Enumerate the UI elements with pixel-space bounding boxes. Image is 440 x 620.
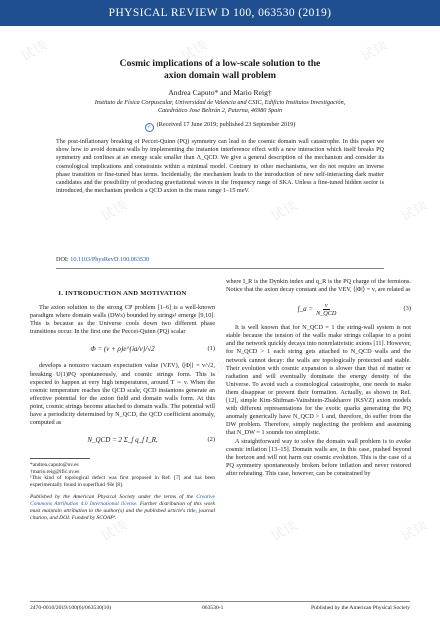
watermark-text: 试读: [399, 197, 431, 225]
footnote-email-2[interactable]: †mario.reig@ific.uv.es: [30, 468, 80, 475]
abstract: The post-inflationary breaking of Peccei-Quinn (PQ) symmetry can lead to the cosmic domain wall catastrophe. In this paper we show how to avoid domain walls by implementing the instanton interference effect with a new interaction which itself breaks PQ symmetry and confines at an energy scale smaller than Λ_QCD. We give a general description of the mechanism and consider its cosmological implications and constraints within a minimal model. Contrary to other mechanisms, we do not require an inverse phase transition or fine-tuned bias terms. Incidentally, the mechanism leads to the introduction of new self-interacting dark matter candidates and the possibility of producing gravitational waves in the frequency range of SKA. Unless a fine-tuned hidden sector is introduced, the mechanism predicts a QCD axion in the mass range 1–15 meV.: [56, 139, 384, 195]
equation-3-fraction: [315, 302, 337, 317]
doi-label: DOI:: [56, 256, 69, 263]
equation-1: [30, 339, 215, 359]
equation-3-lhs: f_a =: [297, 305, 314, 314]
equation-3-number: (3): [403, 305, 411, 313]
watermark-text: 试读: [99, 517, 131, 545]
doi-link[interactable]: 10.1103/PhysRevD.100.063530: [70, 256, 150, 263]
check-for-updates-icon[interactable]: ✓: [145, 123, 154, 132]
watermark-text: 试读: [179, 37, 211, 65]
affiliation-line-2: Catedrático Jose Beltrán 2, Paterna, 46980 Spain: [157, 107, 283, 114]
left-column: [30, 278, 215, 522]
equation-1-body: Φ = (v + ρ)e^{ia/v}/√2: [90, 345, 155, 354]
watermark-text: 试读: [99, 197, 131, 225]
watermark-text: 试读: [379, 357, 411, 385]
equation-3: [226, 297, 411, 321]
watermark-text: 试读: [269, 197, 301, 225]
license-prefix: Published by the American Physical Society under the terms of the: [30, 493, 197, 500]
watermark-text: 试读: [29, 357, 61, 385]
affiliation-line-1: Instituto de Física Corpuscular, Universidad de Valencia and CSIC, Edificio Institutos Investigación,: [94, 99, 346, 106]
intro-paragraph-1: The axion solution to the strong CP problem [1–6] is a well-known paradigm where domain walls (DWs) bounded by strings¹ emerge [9,10]. This is because as the Universe cools down two different phase transitions occur. In the first one the Peccei-Quinn (PQ) scalar: [30, 304, 215, 336]
footnote-topological-defect: ¹This kind of topological defect was first proposed in Ref. [7] and has been experimentally found in superfluid ³He [8].: [30, 475, 215, 488]
right-column: [226, 278, 411, 478]
watermark-text: 试读: [359, 37, 391, 65]
equation-3-numerator: v: [324, 301, 328, 309]
footer-publisher: Published by the American Physical Society: [311, 605, 410, 611]
license-statement: [30, 494, 215, 522]
equation-2-number: (2): [207, 436, 215, 444]
journal-header: [0, 0, 440, 26]
watermark-text: 试读: [19, 37, 51, 65]
right-paragraph-2: It is well known that for N_QCD = 1 the string-wall system is not stable because the tension of the walls make strings collapse to a point and the network quickly decays into nonrelativistic axions [11]. However, for N_QCD > 1 each string gets attached to N_QCD walls and the network cannot decay: the walls are topologically protected and stable. Their evolution with cosmic expansion is slower than that of matter or radiation and will eventually dominate the energy density of the Universe. To avoid such a cosmological catastrophe, one needs to make them disappear or prevent their formation. Actually, as shown in Ref. [12], simple Kim-Shifman-Vainshtein-Zhakharov (KSVZ) axion models with different representations for the exotic quarks generating the PQ anomaly generically have N_QCD > 1 and, therefore, do suffer from the DW problem. Therefore, simply neglecting the problem and assuming that N_DW = 1 sounds too simplistic.: [226, 324, 411, 437]
watermark-text: 试读: [269, 517, 301, 545]
section-heading: I. INTRODUCTION AND MOTIVATION: [58, 290, 187, 297]
paper-title: [30, 58, 410, 82]
right-paragraph-3: A straightforward way to solve the domain wall problem is to evoke cosmic inflation [13–15]. Domain walls are, in this case, pushed beyond the horizon and will not harm our cosmic evolution. This is the case of a PQ symmetry spontaneously broken before inflation and never restored after reheating. This case, however, can be constrained by: [226, 437, 411, 477]
abstract-divider: [56, 268, 384, 269]
watermark-text: 试读: [399, 517, 431, 545]
license-suffix: Further distribution of this work must maintain attribution to the author(s) and the published article's title, journal citation, and DOI. Funded by SCOAP³.: [30, 500, 215, 521]
equation-2-body: N_QCD = 2 Σ_f q_f I_R,: [87, 436, 158, 445]
intro-paragraph-2: develops a nonzero vacuum expectation value (VEV), ⟨|Φ|⟩ = v/√2, breaking U(1)PQ spontaneously, and cosmic strings form. This is expected to happen at very high temperatures, around T ∼ v. When the cosmic temperature reaches the QCD scale, QCD instantons generate an effective potential for the axion field and domain walls form. At this point, cosmic strings become attached to domain walls. The potential will have a periodicity determined by N_QCD, the QCD coefficient anomaly, computed as: [30, 362, 215, 427]
license-link[interactable]: Creative Commons Attribution 4.0 International license.: [30, 493, 215, 507]
watermark-text: 试读: [199, 357, 231, 385]
received-dates: [40, 121, 400, 132]
equation-3-denominator: N_QCD: [316, 309, 337, 317]
footer-divider: [30, 601, 410, 602]
author-list: Andrea Caputo* and Mario Reig†: [168, 88, 272, 97]
equation-2: [30, 430, 215, 450]
footer-issn: 2470-0010/2019/100(6)/063530(10): [30, 605, 112, 611]
right-paragraph-1: where I_R is the Dynkin index and q_R is the PQ charge of the fermions. Notice that the axion decay constant and the VEV, ⟨|Φ|⟩ = v, are related as: [226, 278, 411, 294]
journal-name: PHYSICAL REVIEW D 100, 063530 (2019): [108, 7, 332, 19]
received-text: (Received 17 June 2019; published 23 September 2019): [156, 121, 296, 128]
affiliation: [40, 99, 400, 115]
doi-line: [56, 256, 149, 263]
title-line-1: Cosmic implications of a low-scale solution to the: [119, 58, 321, 69]
footer-page-number: 063530-1: [202, 605, 224, 611]
footnote-divider: [30, 458, 90, 459]
equation-1-number: (1): [207, 345, 215, 353]
title-line-2: axion domain wall problem: [163, 70, 277, 81]
footnote-email-1[interactable]: *andrea.caputo@uv.es: [30, 462, 79, 469]
